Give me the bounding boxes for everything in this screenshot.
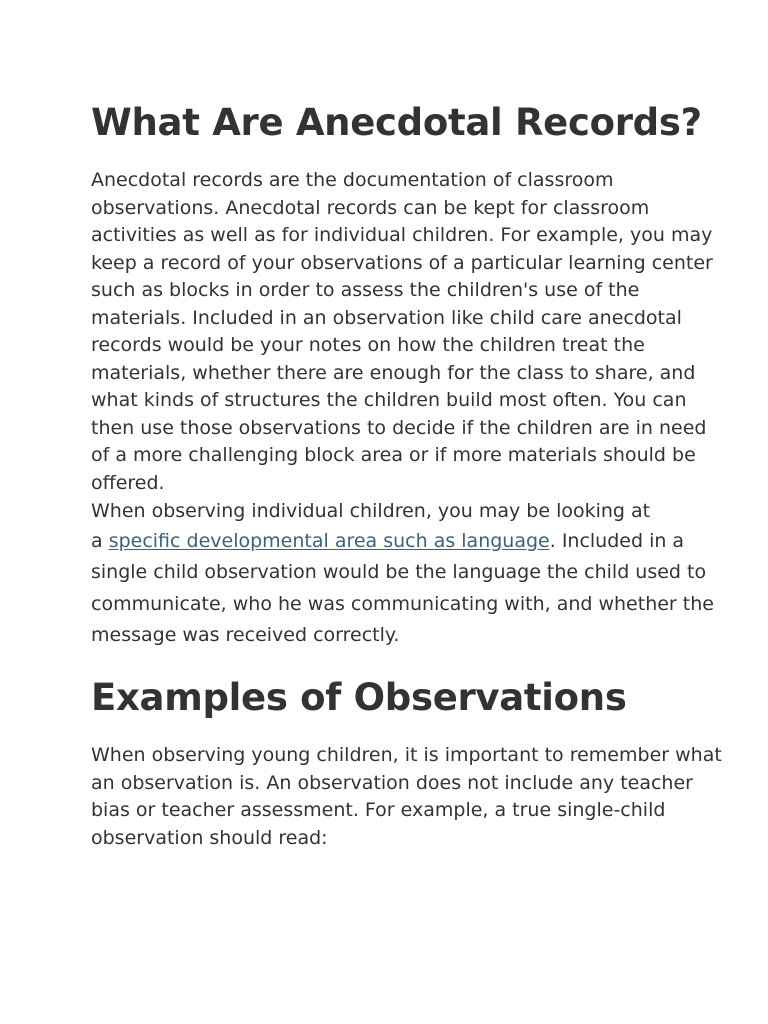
paragraph-line: single child observation would be the language the child used to xyxy=(91,561,707,583)
paragraph-line: what kinds of structures the children build most often. You can xyxy=(91,389,687,411)
paragraph-line: such as blocks in order to assess the children's use of the xyxy=(91,279,640,301)
paragraph-line: activities as well as for individual children. For example, you may xyxy=(91,224,713,246)
paragraph-line: records would be your notes on how the children treat the xyxy=(91,334,645,356)
paragraph-line: keep a record of your observations of a particular learning center xyxy=(91,251,713,274)
paragraph-line: materials, whether there are enough for the class to share, and xyxy=(91,361,696,384)
paragraph-line: materials. Included in an observation like child care anecdotal xyxy=(91,306,682,329)
page-title: What Are Anecdotal Records? xyxy=(91,101,702,144)
link-suffix-text: . Included in a xyxy=(549,529,685,552)
paragraph-individual-children xyxy=(91,498,714,652)
paragraph-line: When observing young children, it is important to remember what xyxy=(91,744,722,766)
paragraph-line: message was received correctly. xyxy=(91,624,400,646)
paragraph-line: offered. xyxy=(91,471,165,494)
developmental-area-link[interactable]: specific developmental area such as language xyxy=(108,529,550,552)
paragraph-line: an observation is. An observation does not include any teacher xyxy=(91,771,693,794)
paragraph-line: communicate, who he was communicating with, and whether the xyxy=(91,592,714,615)
paragraph-line: bias or teacher assessment. For example, a true single-child xyxy=(91,799,666,821)
paragraph-line: observation should read: xyxy=(91,826,328,849)
paragraph-anecdotal-records xyxy=(91,167,713,497)
paragraph-line: then use those observations to decide if the children are in need xyxy=(91,416,707,439)
paragraph-line: When observing individual children, you may be looking at xyxy=(91,500,651,522)
paragraph-line: observations. Anecdotal records can be kept for classroom xyxy=(91,196,650,219)
paragraph-line-with-link xyxy=(91,526,691,558)
section-heading: Examples of Observations xyxy=(91,676,627,719)
paragraph-line: of a more challenging block area or if more materials should be xyxy=(91,444,696,466)
paragraph-observations xyxy=(91,742,722,852)
paragraph-line: Anecdotal records are the documentation of classroom xyxy=(91,169,614,191)
link-prefix-text: a xyxy=(91,529,109,552)
